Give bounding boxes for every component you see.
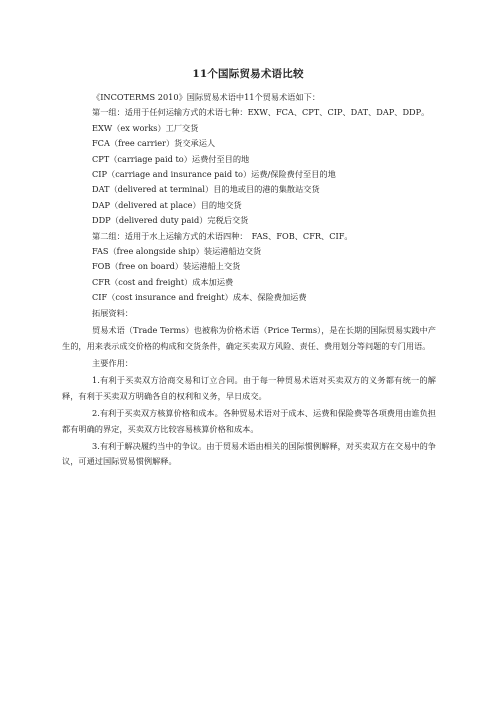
document-body <box>62 90 436 470</box>
term-dap: DAP（delivered at place）目的地交货 <box>92 199 242 210</box>
main-functions-heading: 主要作用： <box>92 357 133 368</box>
document-title: 11个国际贸易术语比较 <box>192 68 304 80</box>
term-cif: CIF（cost insurance and freight）成本、保险费加运费 <box>92 292 307 303</box>
term-fca: FCA（free carrier）货交承运人 <box>92 138 216 149</box>
trade-terms-definition: 贸易术语（Trade Terms）也被称为价格术语（Price Terms），是在长期的国际贸易实践中产生的，用来表示成交价格的构成和交货条件，确定买卖双方风险、责任、费用划分等问题的专门用语。 <box>62 325 436 351</box>
function-item-1: 1.有利于买卖双方洽商交易和订立合同。由于每一种贸易术语对买卖双方的义务都有统一的解释，有利于买卖双方明确各自的权利和义务，早日成交。 <box>62 375 436 401</box>
group-two-heading: 第二组：适用于水上运输方式的术语四种： FAS、FOB、CFR、CIF。 <box>92 230 353 241</box>
term-ddp: DDP（delivered duty paid）完税后交货 <box>92 215 249 226</box>
term-exw: EXW（ex works）工厂交货 <box>92 122 199 133</box>
function-item-3: 3.有利于解决履约当中的争议。由于贸易术语由相关的国际惯例解释，对买卖双方在交易中的争议，可通过国际贸易惯例解释。 <box>62 440 436 467</box>
term-cpt: CPT（carriage paid to）运费付至目的地 <box>92 153 250 164</box>
extended-info-heading: 拓展资料： <box>92 307 133 318</box>
function-item-2: 2.有利于买卖双方核算价格和成本。各种贸易术语对于成本、运费和保险费等各项费用由谁负担都有明确的界定，买卖双方比较容易核算价格和成本。 <box>62 408 436 434</box>
term-cfr: CFR（cost and freight）成本加运费 <box>92 276 234 287</box>
group-one-heading: 第一组：适用于任何运输方式的术语七种：EXW、FCA、CPT、CIP、DAT、DAP、DDP。 <box>92 107 430 118</box>
term-cip: CIP（carriage and insurance paid to）运费/保险费付至目的地 <box>92 169 336 180</box>
intro-line: 《INCOTERMS 2010》国际贸易术语中11个贸易术语如下： <box>92 92 321 102</box>
term-dat: DAT（delivered at terminal）目的地或目的港的集散站交货 <box>92 184 320 195</box>
term-fob: FOB（free on board）装运港船上交货 <box>92 261 241 272</box>
term-fas: FAS（free alongside ship）装运港船边交货 <box>92 246 262 257</box>
